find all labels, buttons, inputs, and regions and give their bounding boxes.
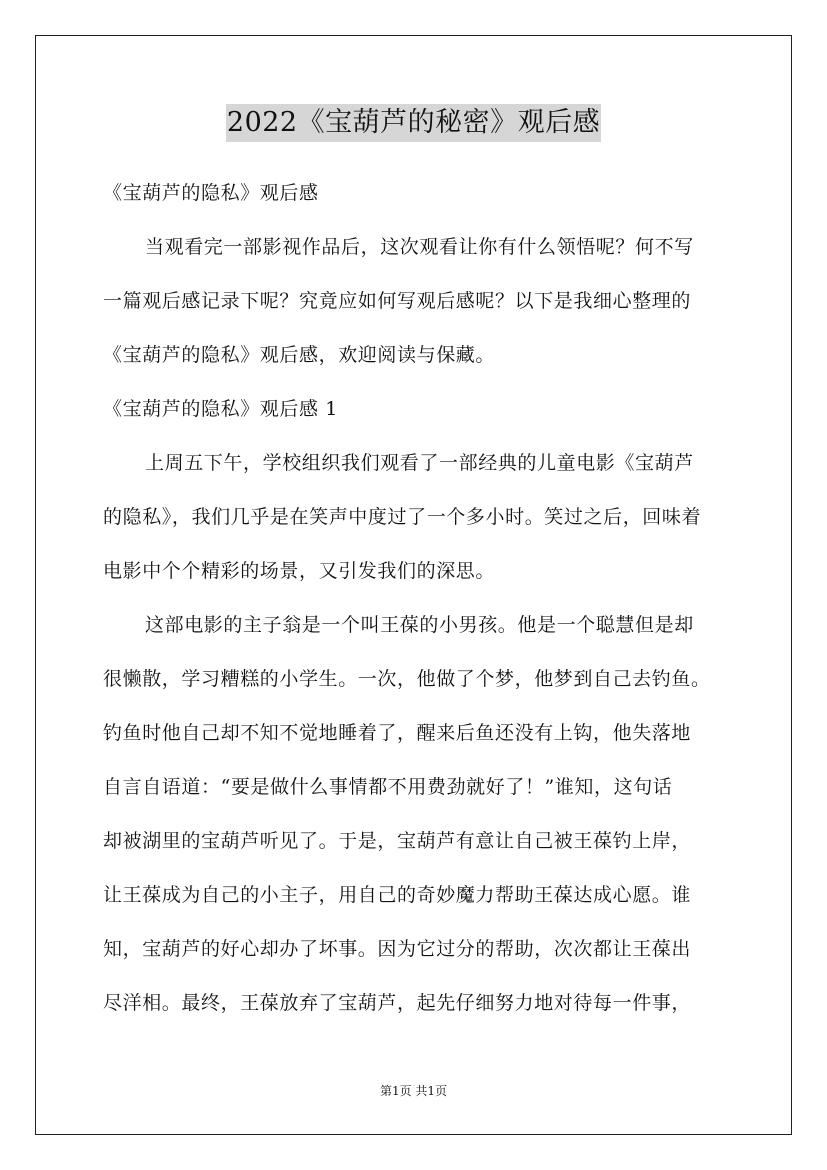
paragraph-line: 上周五下午，学校组织我们观看了一部经典的儿童电影《宝葫芦 bbox=[145, 452, 694, 474]
page-footer: 第1页 共1页 bbox=[379, 1084, 448, 1098]
paragraph-line: 让王葆成为自己的小主子，用自己的奇妙魔力帮助王葆达成心愿。谁 bbox=[103, 884, 692, 906]
paragraph-line: 知，宝葫芦的好心却办了坏事。因为它过分的帮助，次次都让王葆出 bbox=[103, 938, 692, 960]
section-heading: 《宝葫芦的隐私》观后感 1 bbox=[103, 398, 338, 420]
paragraph-line: 一篇观后感记录下呢？究竟应如何写观后感呢？以下是我细心整理的 bbox=[103, 290, 692, 312]
document-title: 2022《宝葫芦的秘密》观后感 bbox=[226, 104, 601, 142]
paragraph-line: 却被湖里的宝葫芦听见了。于是，宝葫芦有意让自己被王葆钓上岸， bbox=[103, 830, 692, 852]
paragraph-line: 电影中个个精彩的场景，又引发我们的深思。 bbox=[103, 560, 496, 582]
paragraph-line: 很懒散，学习糟糕的小学生。一次，他做了个梦，他梦到自己去钓鱼。 bbox=[103, 668, 711, 690]
paragraph-line: 的隐私》，我们几乎是在笑声中度过了一个多小时。笑过之后，回味着 bbox=[103, 506, 702, 528]
paragraph-line: 钓鱼时他自己却不知不觉地睡着了，醒来后鱼还没有上钩，他失落地 bbox=[103, 722, 692, 744]
paragraph-line: 这部电影的主子翁是一个叫王葆的小男孩。他是一个聪慧但是却 bbox=[145, 614, 694, 636]
title-container bbox=[0, 104, 827, 142]
paragraph-line: 自言自语道：“要是做什么事情都不用费劲就好了！”谁知，这句话 bbox=[103, 776, 673, 798]
paragraph-line: 当观看完一部影视作品后，这次观看让你有什么领悟呢？何不写 bbox=[145, 236, 694, 258]
paragraph-line: 尽洋相。最终，王葆放弃了宝葫芦，起先仔细努力地对待每一件事， bbox=[103, 992, 692, 1014]
paragraph-line: 《宝葫芦的隐私》观后感，欢迎阅读与保藏。 bbox=[103, 344, 496, 366]
subheading-intro: 《宝葫芦的隐私》观后感 bbox=[103, 182, 319, 204]
